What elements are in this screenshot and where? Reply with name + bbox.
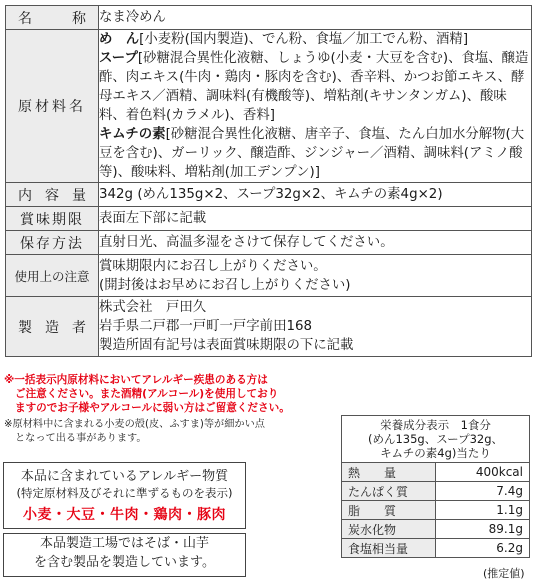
usage-value bbox=[99, 255, 532, 297]
soup-title: スープ bbox=[99, 51, 138, 66]
maker-company: 株式会社 戸田久 bbox=[99, 300, 207, 315]
note-line: ※原材料中に含まれる小麦の殻(皮、ふすま)等が細かい点 bbox=[4, 419, 265, 430]
nutrition-row: 熱 量 400kcal bbox=[342, 463, 530, 482]
factory-line: を含む製品を製造しています。 bbox=[34, 555, 215, 570]
allergen-items: 小麦・大豆・牛肉・鶏肉・豚肉 bbox=[23, 507, 226, 523]
allergen-title: 本品に含まれているアレルギー物質 bbox=[20, 469, 229, 484]
name-label: 名 称 bbox=[6, 6, 99, 30]
nutrition-table bbox=[341, 415, 530, 558]
nutrition-row: 炭水化物 89.1g bbox=[342, 520, 530, 539]
nutrition-row: 脂 質 1.1g bbox=[342, 501, 530, 520]
product-label-table bbox=[5, 5, 532, 357]
maker-value bbox=[99, 297, 532, 357]
storage-value: 直射日光、高温多湿をさけて保存してください。 bbox=[99, 231, 532, 255]
content-value: 342g (めん135g×2、スープ32g×2、キムチの素4g×2) bbox=[99, 183, 532, 207]
allergy-warning bbox=[4, 373, 324, 415]
factory-line: 本品製造工場ではそば・山芋 bbox=[39, 536, 209, 551]
warning-line: ますのでお子様やアルコールに弱い方はご留意ください。 bbox=[15, 402, 290, 414]
bran-note bbox=[4, 418, 304, 446]
usage-label: 使用上の注意 bbox=[6, 255, 99, 297]
usage-line1: 賞味期限内にお召し上がりください。 bbox=[99, 258, 327, 274]
ingredients-label: 原材料名 bbox=[6, 30, 99, 183]
noodle-title: め ん bbox=[99, 32, 140, 47]
usage-line2: (開封後はお早めにお召し上がりください) bbox=[99, 277, 351, 293]
content-label: 内 容 量 bbox=[6, 183, 99, 207]
factory-notice-box bbox=[3, 533, 246, 577]
maker-label: 製 造 者 bbox=[6, 297, 99, 357]
note-line: となって出る事があります。 bbox=[15, 433, 147, 444]
best-before-label: 賞味期限 bbox=[6, 207, 99, 231]
warning-line: ご注意ください。また酒精(アルコール)を使用しており bbox=[15, 388, 279, 400]
storage-label: 保存方法 bbox=[6, 231, 99, 255]
ingredients-value bbox=[99, 30, 532, 183]
nutrition-row: 食塩相当量 6.2g bbox=[342, 539, 530, 558]
warning-line: ※一括表示内原材料においてアレルギー疾患のある方は bbox=[4, 374, 268, 386]
kimchi-title: キムチの素 bbox=[99, 127, 166, 142]
estimate-note: (推定値) bbox=[483, 567, 525, 580]
kimchi-text: [砂糖混合異性化液糖、唐辛子、食塩、たん白加水分解物(大豆を含む)、ガーリック、醸造酢、ジンジャー／酒精、調味料(アミノ酸等)、酸味料、増粘剤(加工デンプン)] bbox=[99, 127, 525, 180]
allergen-subtitle: (特定原材料及びそれに準ずるものを表示) bbox=[16, 486, 233, 500]
nutrition-row: たんぱく質 7.4g bbox=[342, 482, 530, 501]
noodle-text: [小麦粉(国内製造)、でん粉、食塩／加工でん粉、酒精] bbox=[139, 32, 469, 47]
maker-code-note: 製造所固有記号は表面賞味期限の下に記載 bbox=[99, 338, 354, 353]
soup-text: [砂糖混合異性化液糖、しょうゆ(小麦・大豆を含む)、食塩、醸造酢、肉エキス(牛肉・鶏肉・豚肉を含む)、香辛料、かつお節エキス、酵母エキス／酒精、調味料(有機酸等)、増粘剤(キサンタンガム)、酸味料、着色料(カラメル)、香料] bbox=[99, 51, 529, 123]
maker-address: 岩手県二戸郡一戸町一戸字前田168 bbox=[99, 319, 313, 334]
best-before-value: 表面左下部に記載 bbox=[99, 207, 532, 231]
allergen-box bbox=[3, 462, 246, 529]
nutrition-header: 栄養成分表示 1食分 (めん135g、スープ32g、 キムチの素4g)当たり bbox=[342, 416, 530, 463]
name-value: なま冷めん bbox=[99, 6, 532, 30]
